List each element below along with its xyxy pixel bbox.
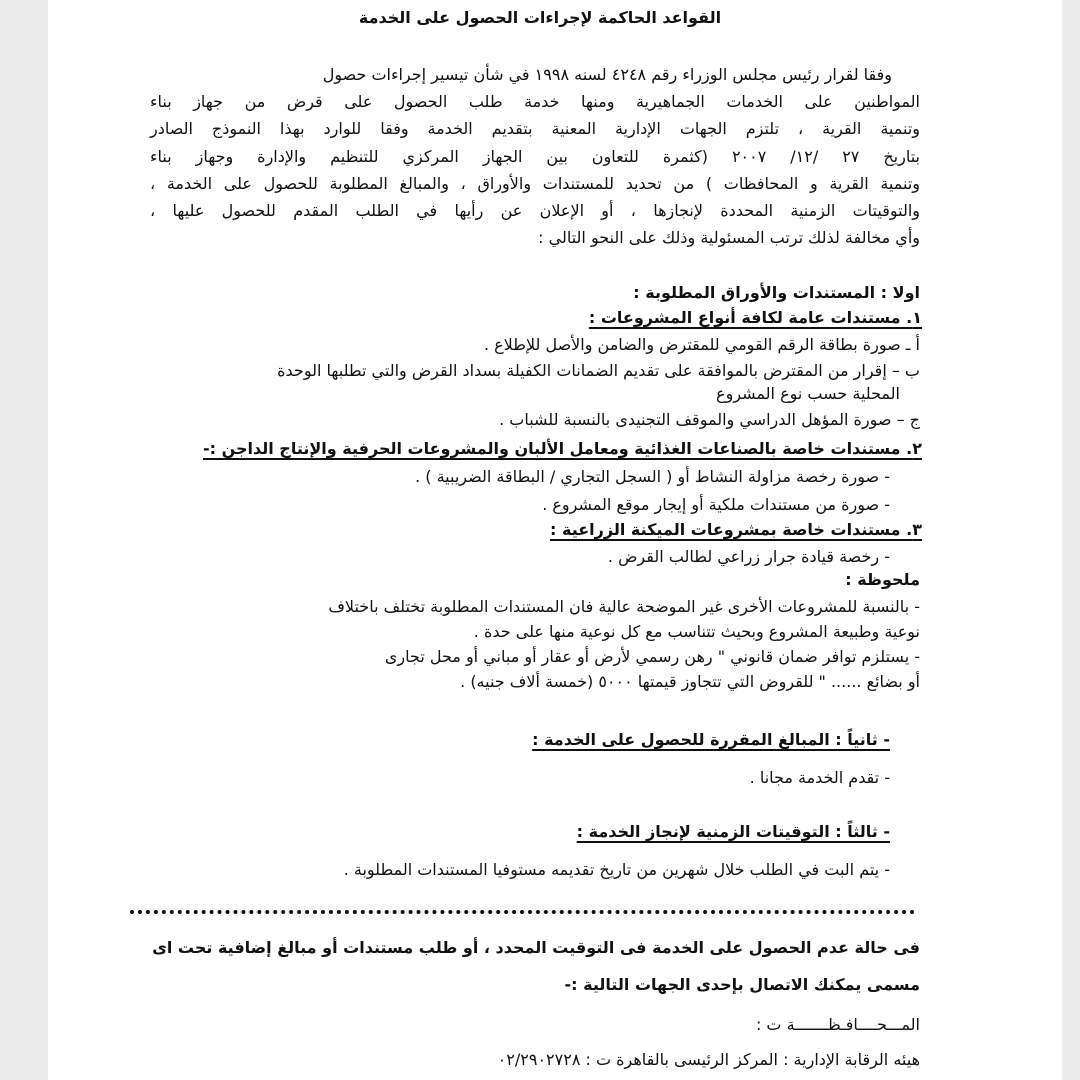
intro-line: وأي مخالفة لذلك ترتب المسئولية وذلك على النحو التالي : bbox=[538, 228, 920, 247]
intro-line: بتاريخ ٢٧ /١٢/ ٢٠٠٧ (كثمرة للتعاون بين الجهاز المركزي للتنظيم والإدارة وجهاز بناء bbox=[150, 147, 920, 166]
authority-phone: هيئه الرقابة الإدارية : المركز الرئيسى بالقاهرة ت : ٠٢/٢٩٠٢٧٢٨ bbox=[497, 1050, 920, 1069]
note-line: أو بضائع ...... " للقروض التي تتجاوز قيمتها ٥٠٠٠ (خمسة ألاف جنيه) . bbox=[460, 672, 920, 691]
document-title: القواعد الحاكمة لإجراءات الحصول على الخدمة bbox=[358, 8, 722, 27]
note-label: ملحوظة : bbox=[845, 570, 920, 589]
section1-sub1: ١. مستندات عامة لكافة أنواع المشروعات : bbox=[588, 308, 922, 327]
intro-line: وتنمية القرية ، تلتزم الجهات الإدارية المعنية بتقديم الخدمة وفقا للوارد بهذا النموذج الصادر bbox=[150, 119, 920, 138]
section1-sub2: ٢. مستندات خاصة بالصناعات الغذائية ومعامل الألبان والمشروعات الحرفية والإنتاج الداجن :- bbox=[202, 439, 922, 458]
list-item: أ ـ صورة بطاقة الرقم القومي للمقترض والضامن والأصل للإطلاع . bbox=[483, 335, 920, 354]
section1-heading: اولا : المستندات والأوراق المطلوبة : bbox=[633, 283, 920, 302]
list-item: - صورة رخصة مزاولة النشاط أو ( السجل التجاري / البطاقة الضريبية ) . bbox=[415, 467, 890, 486]
intro-line: المواطنين على الخدمات الجماهيرية ومنها خدمة طلب الحصول على قرض من جهاز بناء bbox=[150, 92, 920, 111]
list-item: - صورة من مستندات ملكية أو إيجار موقع المشروع . bbox=[542, 495, 890, 514]
section2-heading: - ثانياً : المبالغ المقررة للحصول على الخدمة : bbox=[532, 730, 890, 749]
list-item: المحلية حسب نوع المشروع bbox=[716, 384, 900, 403]
list-item: - تقدم الخدمة مجانا . bbox=[749, 768, 890, 787]
governorates-phone: المـــحــــافـظـــــــة ت : bbox=[755, 1015, 920, 1034]
intro-line: وفقا لقرار رئيس مجلس الوزراء رقم ٤٢٤٨ لسنه ١٩٩٨ في شأن تيسير إجراءات حصول bbox=[322, 65, 892, 84]
list-item: ب – إقرار من المقترض بالموافقة على تقديم الضمانات الكفيلة بسداد القرض والتي تطلبها الوحدة bbox=[277, 361, 920, 380]
note-line: - يستلزم توافر ضمان قانوني " رهن رسمي لأرض أو عقار أو مباني أو محل تجارى bbox=[384, 647, 920, 666]
list-item: ج – صورة المؤهل الدراسي والموقف التجنيدى بالنسبة للشباب . bbox=[499, 410, 920, 429]
section1-sub3: ٣. مستندات خاصة بمشروعات الميكنة الزراعية : bbox=[550, 520, 922, 539]
note-line: - بالنسبة للمشروعات الأخرى غير الموضحة عالية فان المستندات المطلوبة تختلف باختلاف bbox=[328, 597, 920, 616]
dotted-divider bbox=[130, 910, 915, 914]
contact-line: مسمى يمكنك الاتصال بإحدى الجهات التالية :- bbox=[564, 975, 920, 994]
contact-line: فى حالة عدم الحصول على الخدمة فى التوقيت المحدد ، أو طلب مستندات أو مبالغ إضافية تحت اى bbox=[152, 938, 920, 957]
intro-line: وتنمية القرية و المحافظات ) من تحديد للمستندات والأوراق ، والمبالغ المطلوبة للحصول على الخدمة ، bbox=[150, 174, 920, 193]
section3-heading: - ثالثاً : التوقيتات الزمنية لإنجاز الخدمة : bbox=[576, 822, 890, 841]
note-line: نوعية وطبيعة المشروع وبحيث تتناسب مع كل نوعية منها على حدة . bbox=[473, 622, 920, 641]
list-item: - رخصة قيادة جرار زراعي لطالب القرض . bbox=[607, 547, 890, 566]
intro-line: والتوقيتات الزمنية المحددة لإنجازها ، أو الإعلان عن رأيها في الطلب المقدم للحصول عليها ، bbox=[150, 201, 920, 220]
list-item: - يتم البت في الطلب خلال شهرين من تاريخ تقديمه مستوفيا المستندات المطلوبة . bbox=[343, 860, 890, 879]
